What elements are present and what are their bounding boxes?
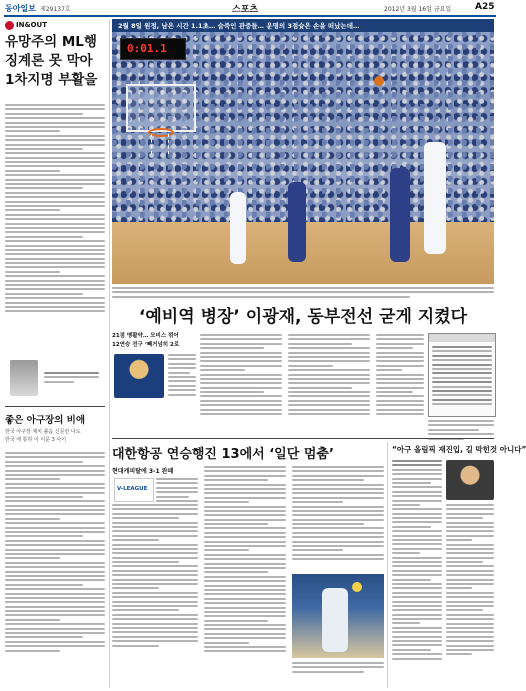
masthead <box>0 0 500 16</box>
main-story-col4 <box>376 334 424 417</box>
issue-date: 2012년 3월 16일 금요일 <box>384 6 452 13</box>
volleyball-caption <box>292 662 384 675</box>
left-headline <box>5 33 105 90</box>
issue-number: 제29137호 <box>40 6 71 13</box>
masthead-rule <box>4 15 496 17</box>
player-defender <box>390 168 410 262</box>
main-story-col2 <box>200 334 282 417</box>
basket-net <box>151 134 169 154</box>
page-number: A25 <box>475 2 495 12</box>
interview-headline: “아구 올림픽 재진입, 길 막힌것 아니다” <box>392 445 526 454</box>
main-story-photo <box>114 354 164 398</box>
main-story-col3 <box>288 334 370 417</box>
column-sub-line: 한국 에 통하 이 이문 3 사이 <box>5 437 67 443</box>
volleyball-photo <box>292 574 384 658</box>
photo-banner <box>112 19 494 32</box>
stats-box-rows <box>432 346 492 407</box>
column-title: 좋은 아구장의 비애 <box>5 415 86 426</box>
player-left <box>230 192 246 264</box>
story-separator <box>387 442 388 688</box>
volleyball-ball <box>352 582 362 592</box>
scoreboard <box>120 38 186 60</box>
basketball <box>374 76 384 86</box>
interview-col1 <box>392 460 442 662</box>
photo-caption <box>112 287 494 300</box>
player-shooter <box>424 142 446 254</box>
left-body-text <box>5 104 105 315</box>
interview-photo <box>446 460 494 500</box>
volleyball-headline: 대한항공 연승행진 13에서 ‘일단 멈춤’ <box>112 447 334 462</box>
main-headline: ‘예비역 병장’ 이광재, 동부전선 굳게 지켰다 <box>138 307 468 327</box>
author-byline <box>44 372 99 385</box>
sports-ball-icon <box>5 21 14 30</box>
left-headline-line: 1차지명 부활을 <box>5 72 98 88</box>
paper-name: 동아일보 <box>5 4 36 13</box>
volleyball-player <box>322 588 348 652</box>
column-sub <box>5 428 107 444</box>
column-separator <box>109 20 110 688</box>
stats-box-header <box>429 334 495 342</box>
section-divider <box>112 438 494 439</box>
interview-col2 <box>446 504 494 658</box>
main-story-col1 <box>168 354 196 398</box>
volleyball-col2 <box>204 466 286 655</box>
player-midcourt <box>288 182 306 262</box>
column-divider <box>5 406 105 407</box>
column-body-text <box>5 452 105 654</box>
photo-banner-text: 2월 8일 원정, 남은 시간 1.1초… 숨죽인 관중들… 운명의 3점슛은 손을 떠났는데… <box>118 22 360 30</box>
left-headline-line: 유망주의 ML행 <box>5 34 97 50</box>
volleyball-kicker: 현대캐피탈에 3-1 완패 <box>112 468 174 475</box>
volleyball-col3 <box>292 466 384 563</box>
section-title: 스포츠 <box>232 5 259 15</box>
column-badge-label: IN&OUT <box>16 21 47 29</box>
volleyball-col1 <box>156 478 198 504</box>
main-deck <box>112 332 194 350</box>
main-deck-line: 12연승 전구 ‘빼거넘히 2로 <box>112 342 180 348</box>
basketball-photo <box>112 32 494 284</box>
backboard <box>126 84 196 132</box>
vleague-logo <box>114 478 154 502</box>
volleyball-col1-lower <box>112 504 198 649</box>
scoreboard-time: 0:01.1 <box>127 42 167 55</box>
left-headline-line: 징계론 못 막아 <box>5 53 93 69</box>
author-photo <box>10 360 38 396</box>
stats-box <box>428 333 496 417</box>
vleague-logo-text: V-LEAGUE <box>117 486 148 492</box>
main-deck-line: 21점 맹활약… 모비스 꺾어 <box>112 333 179 339</box>
column-sub-line: 한국 아구장 제치 불음 신문만 나도 <box>5 429 81 435</box>
